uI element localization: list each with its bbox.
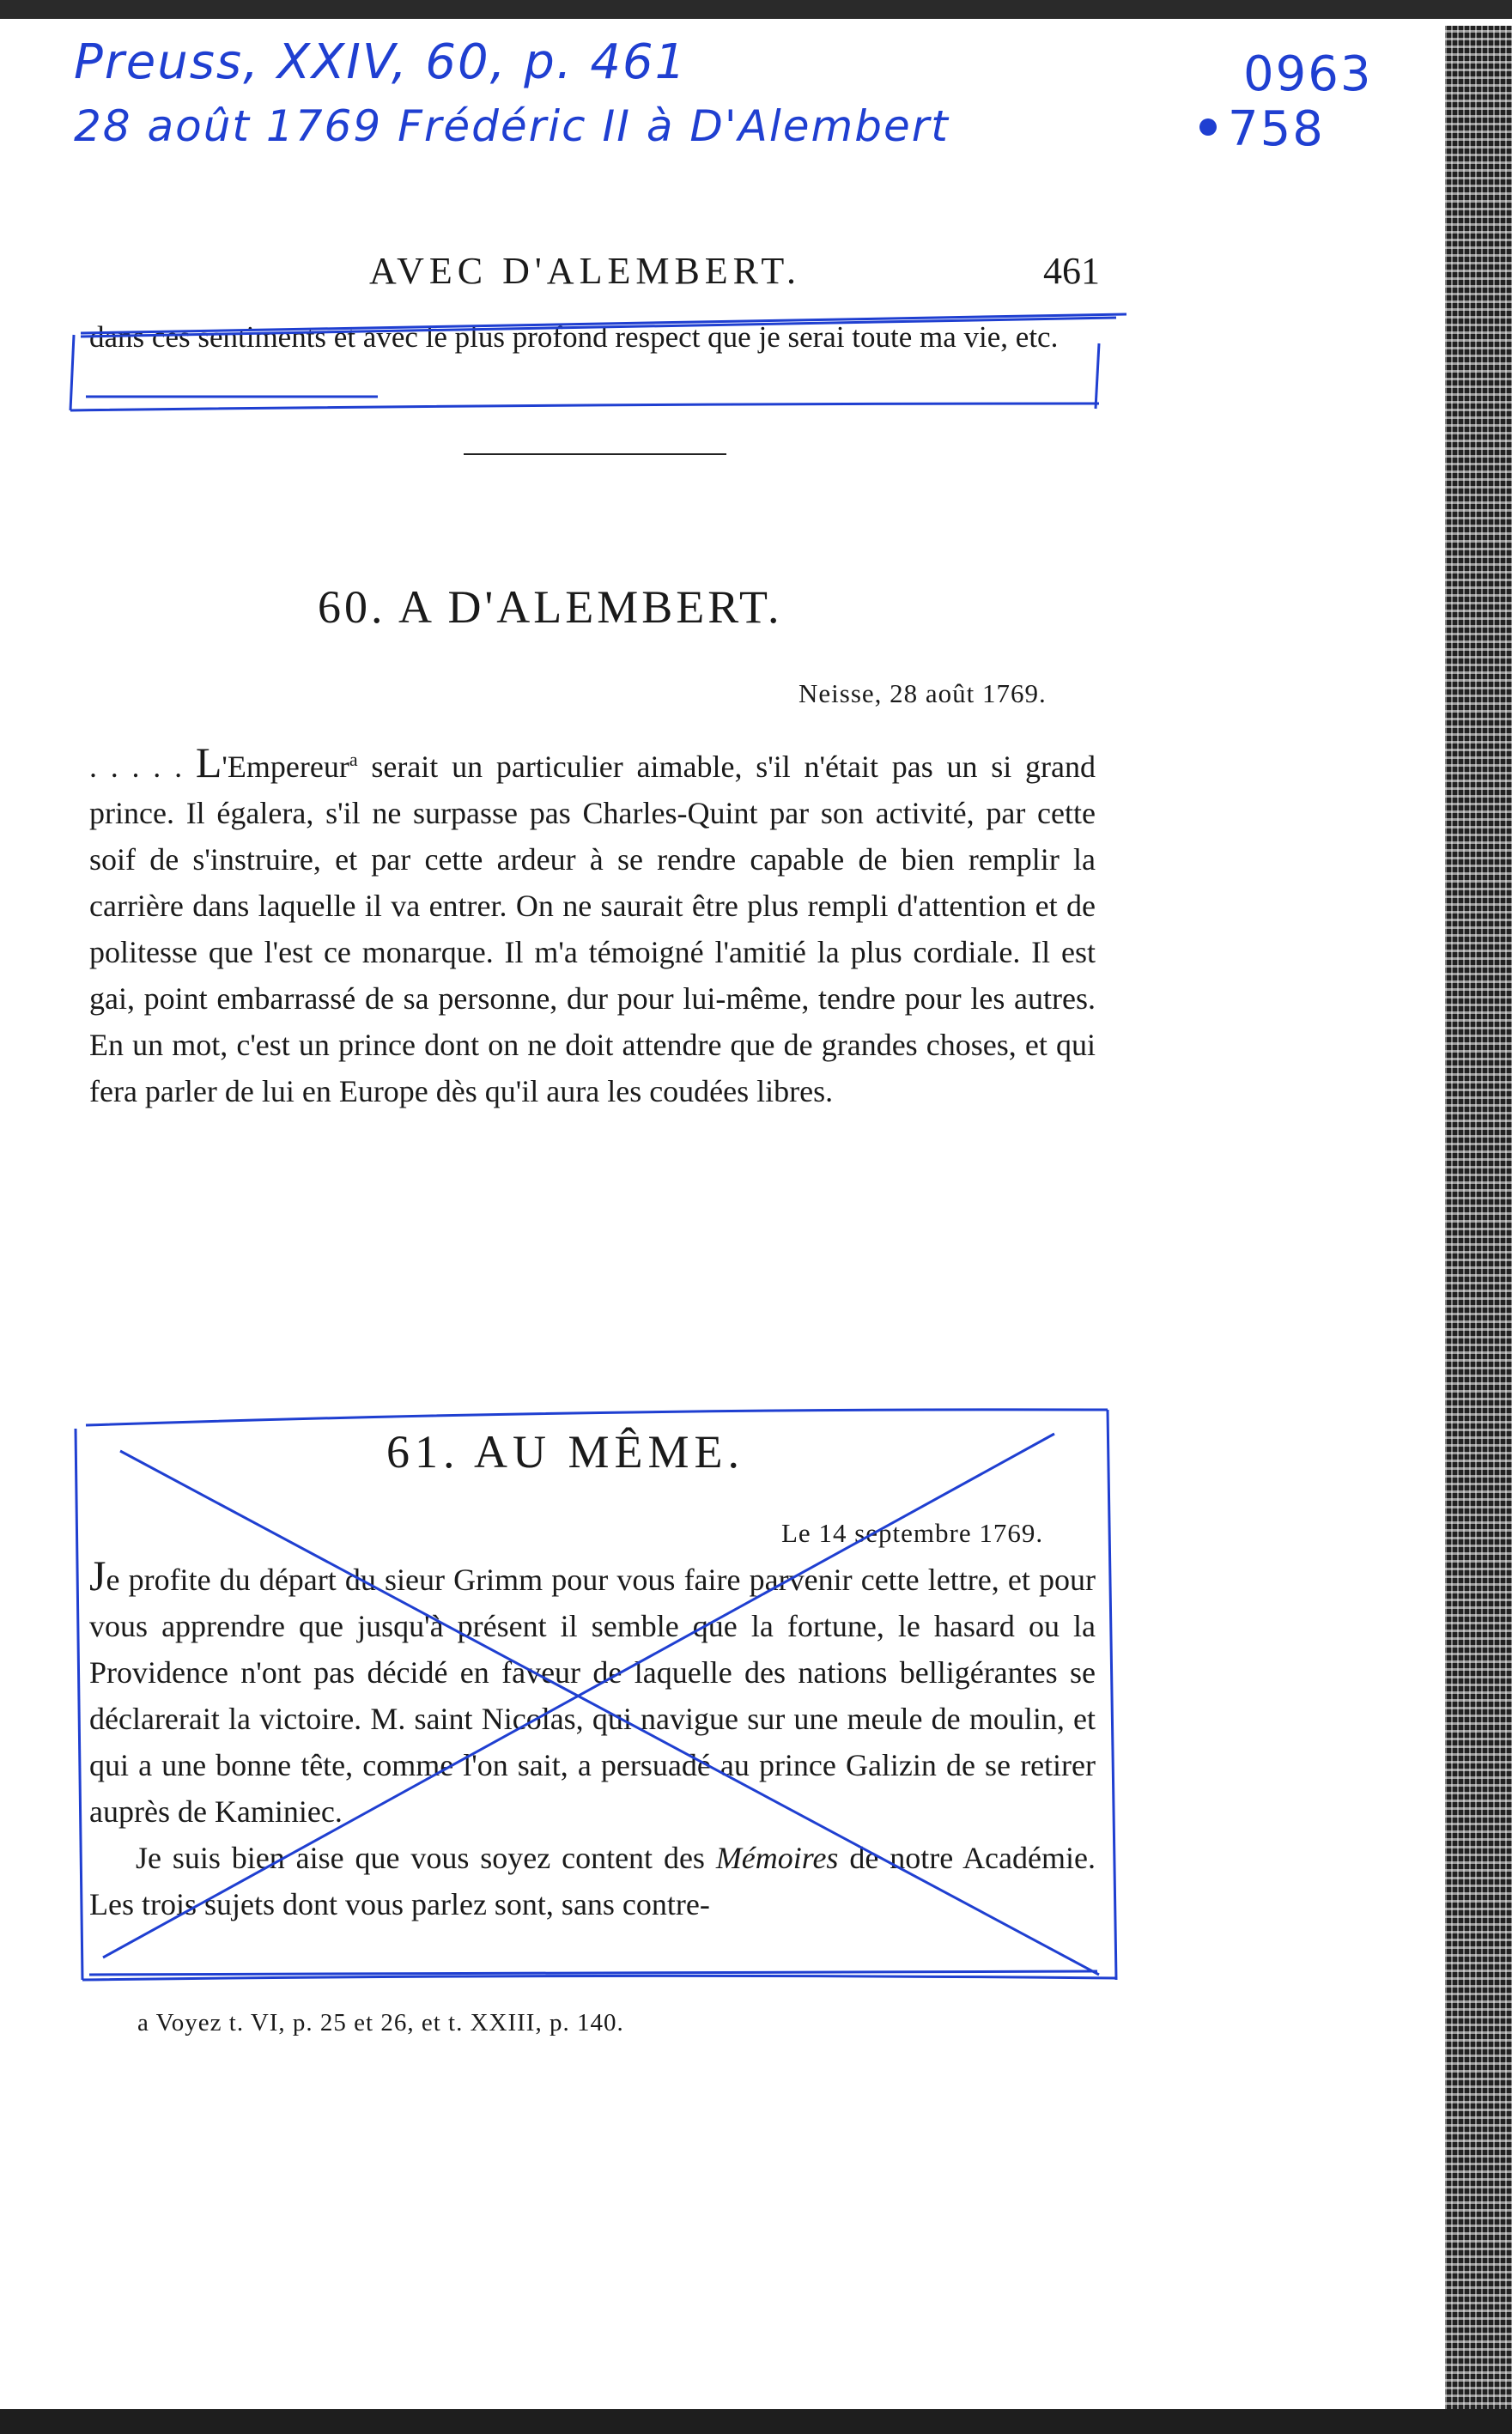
bracket-top bbox=[81, 318, 1116, 337]
strike-line bbox=[89, 1971, 1097, 1975]
drop-cap: L bbox=[195, 738, 222, 786]
running-head: AVEC D'ALEMBERT. bbox=[369, 250, 801, 292]
letter-60-date: Neisse, 28 août 1769. bbox=[799, 678, 1047, 708]
annotation-source: Preuss, XXIV, 60, p. 461 bbox=[74, 34, 688, 90]
annotation-date-title: 28 août 1769 Frédéric II à D'Alembert bbox=[74, 101, 950, 151]
annotation-ref-number-2: 758 bbox=[1228, 101, 1325, 157]
box-right bbox=[1108, 1410, 1116, 1980]
letter-61-date: Le 14 septembre 1769. bbox=[781, 1518, 1044, 1548]
drop-cap: J bbox=[89, 1551, 106, 1599]
box-bottom bbox=[82, 1976, 1116, 1980]
strike-line bbox=[81, 314, 1126, 333]
bracket-right bbox=[1096, 343, 1099, 409]
bracket-left bbox=[70, 335, 74, 410]
paragraph: e profite du départ du sieur Grimm pour vous faire parvenir cette lettre, et pour vous apprendre que jusqu'à présent il semble que la fortune, le hasard ou la Providence n'ont pas décidé en faveur de laquelle des nations belligérantes se déclarerait la victoire. M. saint Nicolas, qui navigue sur une meule de moulin, et qui a une bonne tête, comme l'on sait, a persuadé au prince Galizin de se retirer auprès de Kaminiec. bbox=[89, 1563, 1096, 1829]
text-segment: Je suis bien aise que vous soyez content des bbox=[136, 1841, 716, 1875]
annotation-ref-number: 0963 bbox=[1243, 46, 1373, 102]
ellipsis: . . . . . bbox=[89, 750, 196, 784]
letter-61-heading: 61. AU MÊME. bbox=[386, 1426, 745, 1478]
text-segment: de notre Académie. Les trois sujets dont vous parlez sont, sans contre- bbox=[89, 1841, 1096, 1921]
note-reference: a bbox=[349, 749, 358, 770]
box-left bbox=[76, 1429, 82, 1980]
footnote: a Voyez t. VI, p. 25 et 26, et t. XXIII, p. 140. bbox=[137, 2009, 624, 2036]
page-number: 461 bbox=[1043, 250, 1100, 292]
text-segment: 'Empereur bbox=[222, 750, 349, 784]
text-segment: serait un particulier aimable, s'il n'était pas un si grand prince. Il égalera, s'il ne surpasse pas Charles-Quint par son activité, par cette soif de s'instruire, et par cette ardeur à se rendre capable de bien remplir la carrière dans laquelle il va entrer. On ne saurait être plus rempli d'attention et de politesse que l'est ce monarque. Il m'a témoigné l'amitié la plus cordiale. Il est gai, point embarrassé de sa personne, dur pour lui-même, tendre pour les autres. En un mot, c'est un prince dont on ne doit attendre que de grandes choses, et qui fera parler de lui en Europe dès qu'il aura les coudées libres. bbox=[89, 750, 1096, 1108]
cross-stroke bbox=[103, 1434, 1054, 1958]
box-top bbox=[86, 1410, 1108, 1425]
bracket-bottom bbox=[70, 404, 1099, 410]
italic-title: Mémoires bbox=[715, 1841, 839, 1875]
continuation-text: dans ces sentiments et avec le plus profond respect que je serai toute ma vie, etc. bbox=[89, 320, 1059, 354]
letter-60-heading: 60. A D'ALEMBERT. bbox=[318, 581, 783, 633]
cross-stroke bbox=[120, 1451, 1099, 1975]
